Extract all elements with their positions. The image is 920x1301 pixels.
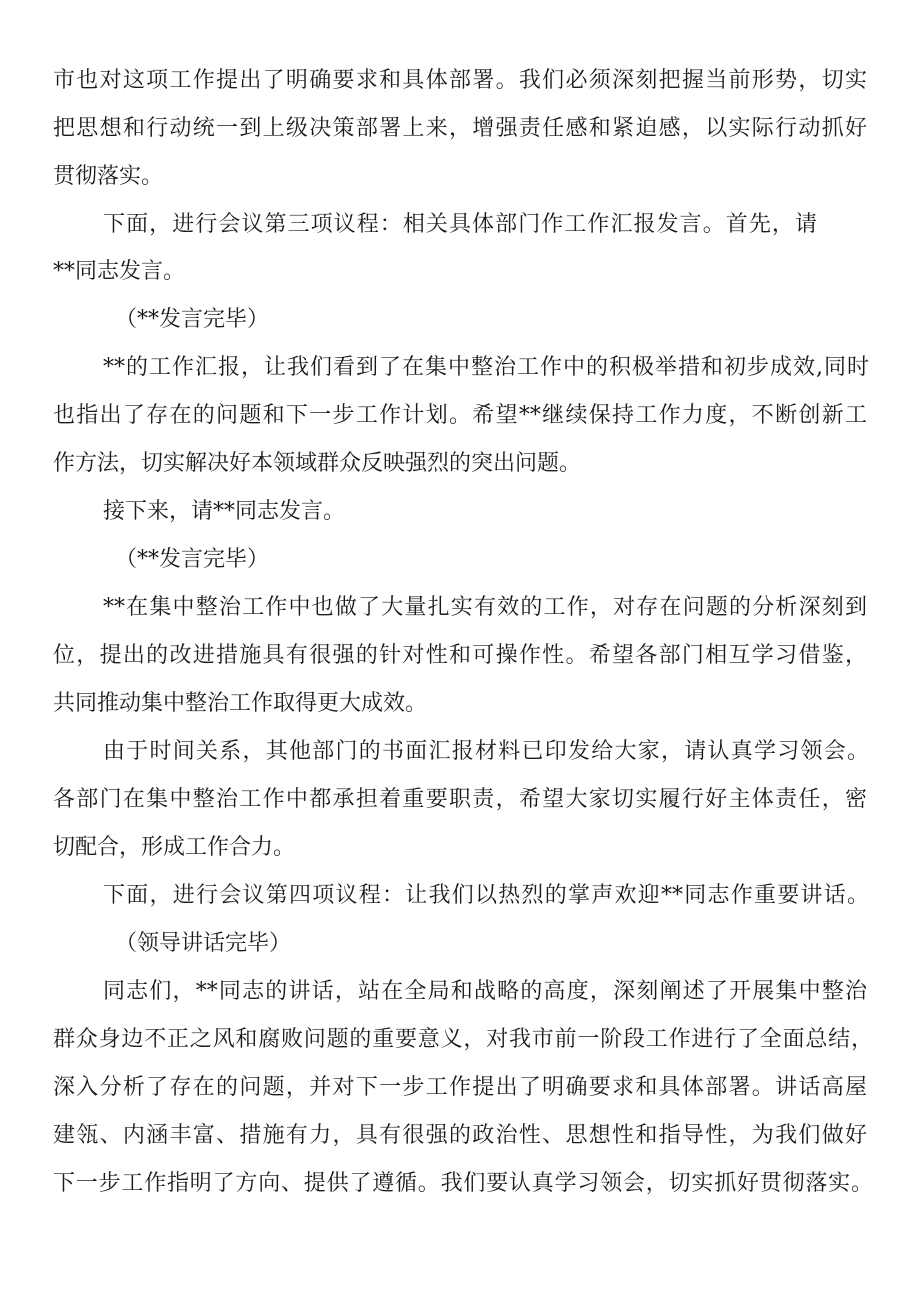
text-line: 由于时间关系，其他部门的书面汇报材料已印发给大家，请认真学习领会。 (103, 739, 869, 764)
text-line: 位，提出的改进措施具有很强的针对性和可操作性。希望各部门相互学习借鉴， (53, 643, 867, 668)
text-line: 接下来，请**同志发言。 (103, 499, 346, 524)
text-line: 深入分析了存在的问题，并对下一步工作提出了明确要求和具体部署。讲话高屋 (53, 1075, 867, 1100)
speech-end-note: （**发言完毕） (115, 547, 270, 572)
text-line: 群众身边不正之风和腐败问题的重要意义，对我市前一阶段工作进行了全面总结， (53, 1027, 873, 1052)
speech-end-note: （领导讲话完毕） (115, 931, 292, 956)
speech-end-note: （**发言完毕） (115, 307, 270, 332)
text-line: 把思想和行动统一到上级决策部署上来，增强责任感和紧迫感，以实际行动抓好 (53, 116, 867, 141)
text-line: **在集中整治工作中也做了大量扎实有效的工作，对存在问题的分析深刻到 (103, 595, 867, 620)
text-line: 下面，进行会议第四项议程：让我们以热烈的掌声欢迎**同志作重要讲话。 (103, 883, 869, 908)
text-line: 贯彻落实。 (53, 164, 164, 189)
text-line: 下一步工作指明了方向、提供了遵循。我们要认真学习领会，切实抓好贯彻落实。 (53, 1171, 873, 1196)
text-line: 作方法，切实解决好本领域群众反映强烈的突出问题。 (53, 451, 582, 476)
text-line: **的工作汇报，让我们看到了在集中整治工作中的积极举措和初步成效,同时 (103, 355, 869, 380)
text-line: 下面，进行会议第三项议程：相关具体部门作工作汇报发言。首先，请 (103, 212, 817, 237)
text-line: **同志发言。 (53, 259, 186, 284)
text-line: 共同推动集中整治工作取得更大成效。 (53, 691, 428, 716)
text-line: 各部门在集中整治工作中都承担着重要职责，希望大家切实履行好主体责任，密 (53, 787, 867, 812)
text-line: 市也对这项工作提出了明确要求和具体部署。我们必须深刻把握当前形势，切实 (53, 68, 867, 93)
text-line: 切配合，形成工作合力。 (53, 835, 296, 860)
text-line: 建瓴、内涵丰富、措施有力，具有很强的政治性、思想性和指导性，为我们做好 (53, 1123, 867, 1148)
text-line: 也指出了存在的问题和下一步工作计划。希望**继续保持工作力度，不断创新工 (53, 403, 867, 428)
text-line: 同志们，**同志的讲话，站在全局和战略的高度，深刻阐述了开展集中整治 (103, 979, 867, 1004)
